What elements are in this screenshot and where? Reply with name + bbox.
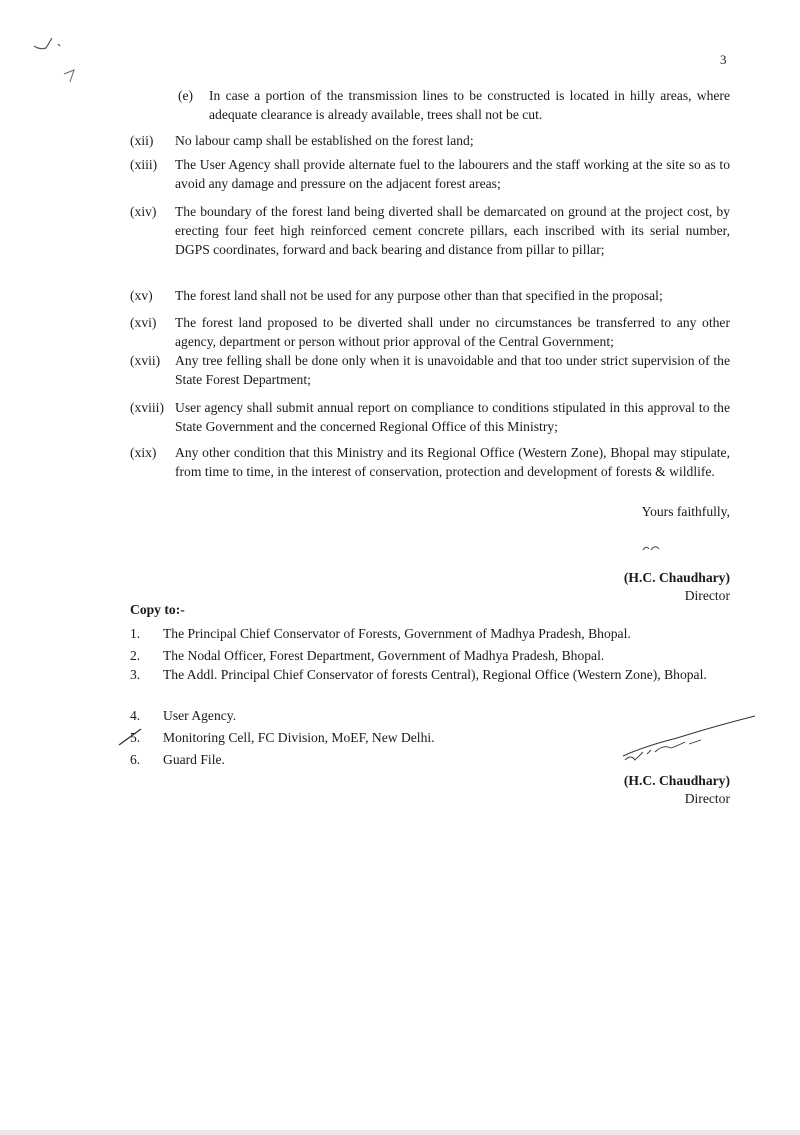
condition-number: (xix) — [130, 445, 157, 460]
condition-text: No labour camp shall be established on the forest land; — [175, 133, 474, 148]
sub-item-label: (e) — [178, 88, 194, 103]
signatory-name: (H.C. Chaudhary) — [623, 570, 730, 585]
copy-item-number: 5. — [130, 730, 141, 745]
condition-text: Any other condition that this Ministry and its Regional Office (Western Zone), Bhopal may stipulate, from time to time, in the interest of conservation, protection and development of forests & wildlife. — [175, 445, 730, 479]
page-number: 3 — [720, 52, 727, 67]
condition-number: (xv) — [130, 288, 153, 303]
condition-text: The boundary of the forest land being diverted shall be demarcated on ground at the project cost, by erecting four feet high reinforced cement concrete pillars, each inscribed with its serial number, DGPS coordinates, forward and back bearing and distance from pillar to pillar; — [175, 204, 730, 257]
condition-text: The User Agency shall provide alternate fuel to the labourers and the staff working at the site so as to avoid any damage and pressure on the adjacent forest areas; — [175, 157, 730, 191]
condition-number: (xvii) — [130, 353, 161, 368]
condition-text: User agency shall submit annual report on compliance to conditions stipulated in this approval to the State Government and the concerned Regional Office of this Ministry; — [175, 400, 730, 434]
copy-item-text: The Principal Chief Conservator of Forests, Government of Madhya Pradesh, Bhopal. — [163, 626, 631, 641]
condition-number: (xiv) — [130, 204, 157, 219]
signatory-title: Director — [684, 588, 730, 603]
condition-text: The forest land proposed to be diverted shall under no circumstances be transferred to any other agency, department or person without prior approval of the Central Government; — [175, 315, 730, 349]
signatory2-title: Director — [684, 791, 730, 806]
copy-item-text: The Addl. Principal Chief Conservator of forests Central), Regional Office (Western Zone), Bhopal. — [163, 667, 707, 682]
condition-text: The forest land shall not be used for any purpose other than that specified in the proposal; — [175, 288, 663, 303]
condition-text: Any tree felling shall be done only when it is unavoidable and that too under strict supervision of the State Forest Department; — [175, 353, 730, 387]
margin-scribble — [28, 30, 88, 90]
copy-item-text: User Agency. — [163, 708, 237, 723]
condition-number: (xvi) — [130, 315, 157, 330]
signatory2-name: (H.C. Chaudhary) — [623, 773, 730, 788]
sub-item-text: In case a portion of the transmission lines to be constructed is located in hilly areas, where adequate clearance is already available, trees shall not be cut. — [209, 88, 730, 122]
condition-number: (xviii) — [130, 400, 164, 415]
copy-item-text: Monitoring Cell, FC Division, MoEF, New Delhi. — [163, 730, 435, 745]
copy-item-number: 2. — [130, 648, 141, 663]
copy-item-number: 6. — [130, 752, 141, 767]
condition-number: (xii) — [130, 133, 154, 148]
signature-mark — [640, 542, 664, 554]
copy-to-heading: Copy to:- — [130, 602, 185, 617]
closing-line: Yours faithfully, — [641, 504, 730, 519]
copy-item-text: The Nodal Officer, Forest Department, Government of Madhya Pradesh, Bhopal. — [163, 648, 605, 663]
signature-scribble — [615, 712, 760, 767]
page-bottom-edge — [0, 1130, 800, 1135]
copy-item-number: 4. — [130, 708, 141, 723]
copy-item-number: 3. — [130, 667, 141, 682]
tick-mark — [116, 726, 144, 748]
copy-item-number: 1. — [130, 626, 141, 641]
condition-number: (xiii) — [130, 157, 158, 172]
copy-item-text: Guard File. — [163, 752, 225, 767]
